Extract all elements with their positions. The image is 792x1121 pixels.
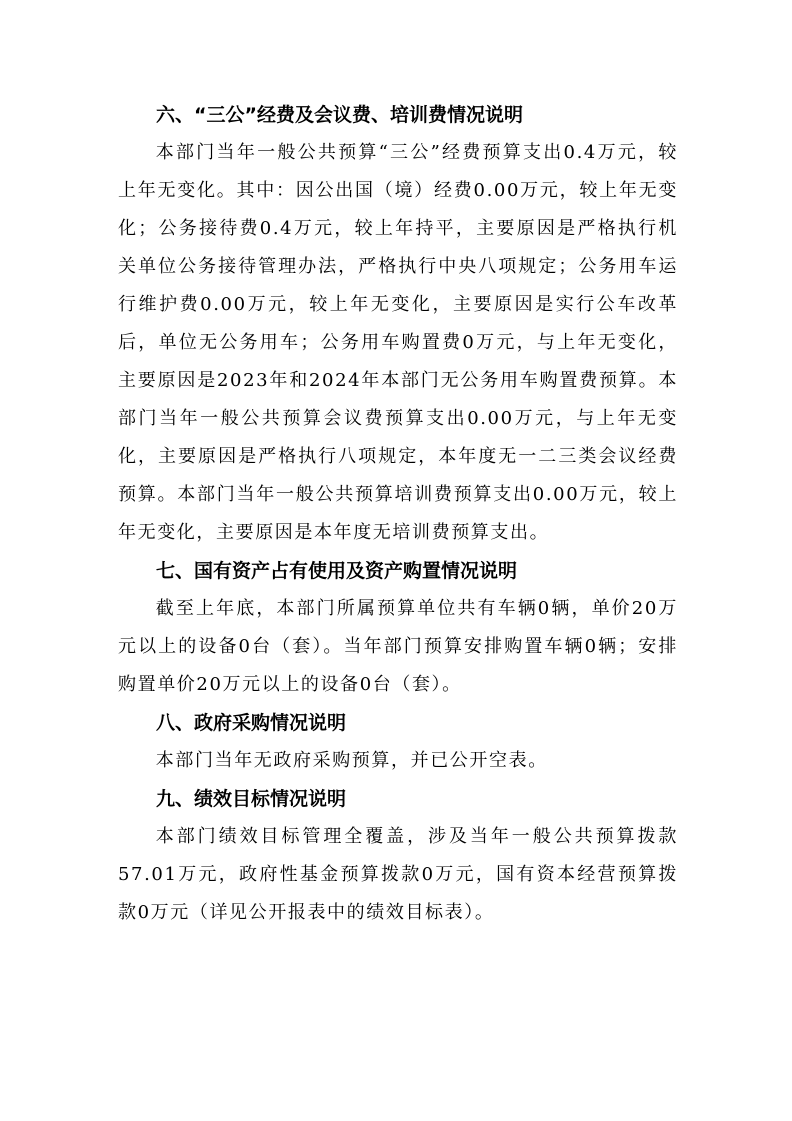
document-page	[118, 96, 678, 932]
section-body-three-public-expenses: 本部门当年一般公共预算“三公”经费预算支出0.4万元，较上年无变化。其中：因公出国（境）经费0.00万元，较上年无变化；公务接待费0.4万元，较上年持平，主要原因是严格执行机关单位公务接待管理办法，严格执行中央八项规定；公务用车运行维护费0.00万元，较上年无变化，主要原因是实行公车改革后，单位无公务用车；公务用车购置费0万元，与上年无变化，主要原因是2023年和2024年本部门无公务用车购置费预算。本部门当年一般公共预算会议费预算支出0.00万元，与上年无变化，主要原因是严格执行八项规定，本年度无一二三类会议经费预算。本部门当年一般公共预算培训费预算支出0.00万元，较上年无变化，主要原因是本年度无培训费预算支出。	[118, 142, 678, 543]
section-heading-state-assets: 七、国有资产占有使用及资产购置情况说明	[156, 560, 518, 582]
section-body-state-assets: 截至上年底，本部门所属预算单位共有车辆0辆，单价20万元以上的设备0台（套）。当年部门预算安排购置车辆0辆；安排购置单价20万元以上的设备0台（套）。	[118, 598, 678, 695]
section-heading-government-procurement: 八、政府采购情况说明	[156, 712, 347, 734]
section-body-performance-goals: 本部门绩效目标管理全覆盖，涉及当年一般公共预算拨款57.01万元，政府性基金预算拨款0万元，国有资本经营预算拨款0万元（详见公开报表中的绩效目标表）。	[118, 826, 678, 923]
section-heading-three-public-expenses: 六、“三公”经费及会议费、培训费情况说明	[156, 104, 523, 126]
section-heading-performance-goals: 九、绩效目标情况说明	[156, 788, 347, 810]
section-body-government-procurement: 本部门当年无政府采购预算，并已公开空表。	[155, 750, 548, 771]
